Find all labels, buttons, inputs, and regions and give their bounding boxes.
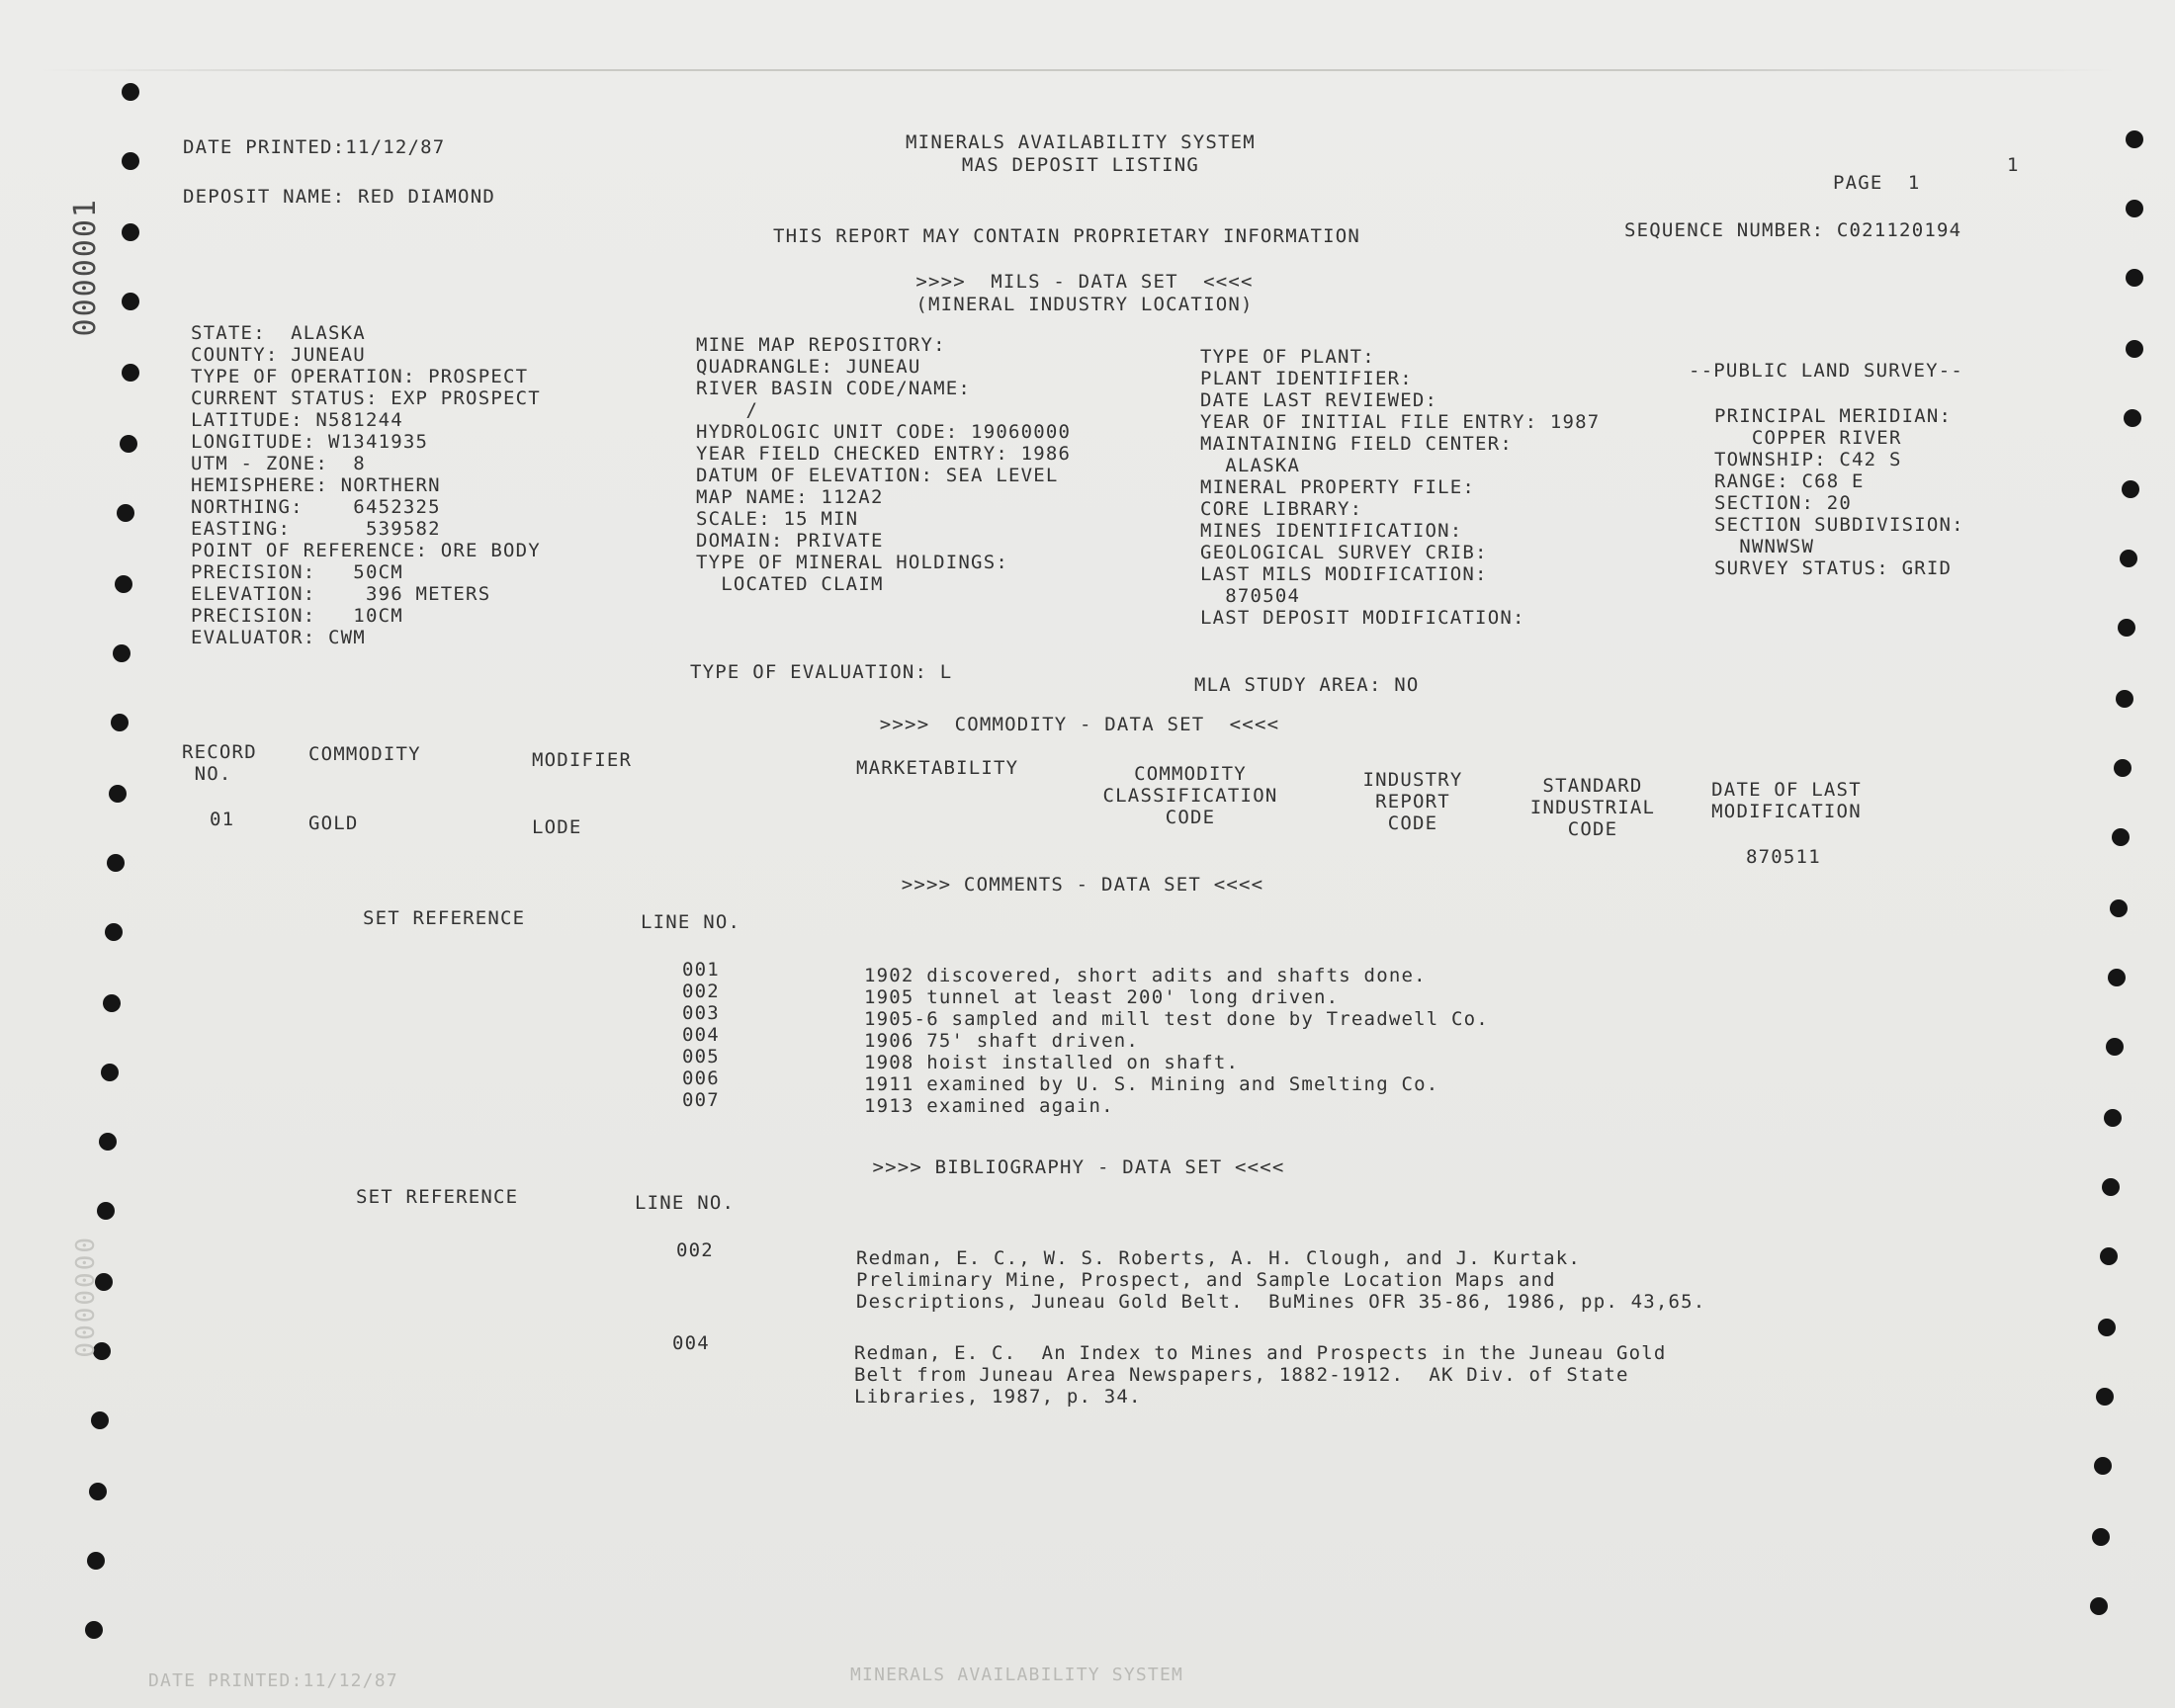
- field-line: TYPE OF OPERATION: PROSPECT: [191, 366, 529, 387]
- stamped-number-mark: 0000001: [68, 198, 103, 337]
- field-line: EVALUATOR: CWM: [191, 627, 366, 648]
- field-line: TYPE OF PLANT:: [1200, 346, 1375, 368]
- field-line: LATITUDE: N581244: [191, 409, 403, 431]
- comments-text: [864, 965, 1489, 1117]
- field-line: PRECISION: 10CM: [191, 605, 403, 627]
- line-number: 002: [682, 981, 720, 1002]
- feed-hole: [120, 435, 137, 453]
- field-line: COPPER RIVER: [1714, 427, 1902, 449]
- field-line: PLANT IDENTIFIER:: [1200, 368, 1413, 389]
- field-line: ALASKA: [1200, 455, 1301, 476]
- feed-hole: [113, 644, 130, 662]
- type-of-evaluation: TYPE OF EVALUATION: L: [690, 661, 953, 683]
- feed-hole: [2104, 1109, 2122, 1127]
- feed-hole: [2100, 1247, 2118, 1265]
- mils-column-survey: [1714, 405, 1964, 579]
- feed-hole: [2116, 690, 2133, 708]
- bibliography-entry: Redman, E. C., W. S. Roberts, A. H. Clough, and J. Kurtak. Preliminary Mine, Prospect, and Sample Location Maps and Descriptions, Juneau Gold Belt. BuMines OFR 35-86, 1986, pp. 43,65.: [856, 1247, 1706, 1313]
- feed-hole: [122, 223, 139, 241]
- comment-line: 1902 discovered, short adits and shafts done.: [864, 965, 1427, 986]
- line-number: 006: [682, 1068, 720, 1089]
- field-line: EASTING: 539582: [191, 518, 441, 540]
- field-line: CURRENT STATUS: EXP PROSPECT: [191, 387, 541, 409]
- feed-hole: [2118, 619, 2135, 637]
- col-record-no: RECORD NO.: [182, 741, 257, 785]
- cell-modifier: LODE: [532, 816, 582, 838]
- col-marketability: MARKETABILITY: [856, 757, 1019, 779]
- comments-line-no-header: LINE NO.: [641, 911, 741, 933]
- field-line: RIVER BASIN CODE/NAME:: [696, 378, 972, 399]
- field-line: TYPE OF MINERAL HOLDINGS:: [696, 552, 1008, 573]
- bibliography-line-number: 004: [672, 1332, 710, 1354]
- feed-hole: [117, 504, 134, 522]
- feed-hole: [101, 1064, 119, 1081]
- line-number: 001: [682, 959, 720, 981]
- feed-hole: [122, 83, 139, 101]
- feed-hole: [109, 785, 127, 803]
- field-line: SECTION: 20: [1714, 492, 1853, 514]
- line-number: 007: [682, 1089, 720, 1111]
- feed-hole: [2110, 899, 2128, 917]
- bibliography-line-no-header: LINE NO.: [635, 1192, 736, 1214]
- sequence-number: SEQUENCE NUMBER: C021120194: [1624, 219, 1962, 241]
- field-line: QUADRANGLE: JUNEAU: [696, 356, 921, 378]
- feed-hole: [2126, 340, 2143, 358]
- line-number: 005: [682, 1046, 720, 1068]
- mils-column-admin: [1200, 346, 1600, 629]
- footer-date-printed: DATE PRINTED:11/12/87: [148, 1670, 398, 1691]
- col-industry-report: INDUSTRY REPORT CODE: [1362, 769, 1463, 834]
- field-line: ELEVATION: 396 METERS: [191, 583, 491, 605]
- field-line: DATE LAST REVIEWED:: [1200, 389, 1438, 411]
- field-line: LAST DEPOSIT MODIFICATION:: [1200, 607, 1525, 629]
- cell-date-mod: 870511: [1746, 846, 1821, 868]
- date-printed: DATE PRINTED:11/12/87: [183, 136, 446, 158]
- field-line: 870504: [1200, 585, 1301, 607]
- field-line: NWNWSW: [1714, 536, 1815, 557]
- comment-line: 1913 examined again.: [864, 1095, 1114, 1117]
- field-line: HYDROLOGIC UNIT CODE: 19060000: [696, 421, 1072, 443]
- feed-hole: [2098, 1319, 2116, 1336]
- field-line: UTM - ZONE: 8: [191, 453, 366, 474]
- field-line: NORTHING: 6452325: [191, 496, 441, 518]
- deposit-name: DEPOSIT NAME: RED DIAMOND: [183, 186, 495, 208]
- col-commodity: COMMODITY: [308, 743, 421, 765]
- comment-line: 1908 hoist installed on shaft.: [864, 1052, 1240, 1073]
- field-line: MINES IDENTIFICATION:: [1200, 520, 1463, 542]
- bibliography-line-number: 002: [676, 1239, 714, 1261]
- field-line: CORE LIBRARY:: [1200, 498, 1363, 520]
- comment-line: 1905 tunnel at least 200' long driven.: [864, 986, 1340, 1008]
- feed-hole: [2126, 269, 2143, 287]
- field-line: PRECISION: 50CM: [191, 561, 403, 583]
- feed-hole: [85, 1621, 103, 1639]
- feed-hole: [122, 152, 139, 170]
- feed-hole: [2122, 480, 2139, 498]
- field-line: MAINTAINING FIELD CENTER:: [1200, 433, 1513, 455]
- feed-hole: [122, 364, 139, 382]
- feed-hole: [2096, 1388, 2114, 1406]
- feed-hole: [2114, 759, 2132, 777]
- feed-hole: [2108, 969, 2126, 986]
- field-line: MAP NAME: 112A2: [696, 486, 884, 508]
- field-line: YEAR FIELD CHECKED ENTRY: 1986: [696, 443, 1072, 465]
- feed-hole: [111, 714, 129, 731]
- field-line: HEMISPHERE: NORTHERN: [191, 474, 441, 496]
- field-line: MINE MAP REPOSITORY:: [696, 334, 946, 356]
- col-modifier: MODIFIER: [532, 749, 633, 771]
- field-line: TOWNSHIP: C42 S: [1714, 449, 1902, 470]
- commodity-heading: >>>> COMMODITY - DATA SET <<<<: [879, 714, 1280, 735]
- col-standard-industrial: STANDARD INDUSTRIAL CODE: [1529, 775, 1656, 840]
- cell-commodity: GOLD: [308, 812, 359, 834]
- proprietary-notice: THIS REPORT MAY CONTAIN PROPRIETARY INFORMATION: [773, 225, 1361, 247]
- feed-hole: [89, 1483, 107, 1500]
- field-line: /: [696, 399, 759, 421]
- page-label: PAGE 1: [1833, 172, 1921, 194]
- page-corner-number: 1: [2007, 154, 2020, 176]
- comment-line: 1911 examined by U. S. Mining and Smelting Co.: [864, 1073, 1439, 1095]
- cell-record-no: 01: [210, 809, 235, 830]
- feed-hole: [87, 1552, 105, 1570]
- feed-hole: [107, 854, 125, 872]
- field-line: SECTION SUBDIVISION:: [1714, 514, 1964, 536]
- system-title: MINERALS AVAILABILITY SYSTEM: [906, 131, 1256, 153]
- mils-subheading: (MINERAL INDUSTRY LOCATION): [915, 294, 1254, 315]
- field-line: DOMAIN: PRIVATE: [696, 530, 884, 552]
- col-classification: COMMODITY CLASSIFICATION CODE: [1102, 763, 1278, 828]
- comment-line: 1906 75' shaft driven.: [864, 1030, 1140, 1052]
- bibliography-set-reference-header: SET REFERENCE: [356, 1186, 519, 1208]
- col-date-last-mod: DATE OF LAST MODIFICATION: [1711, 779, 1862, 822]
- feed-hole: [2106, 1038, 2124, 1056]
- comments-line-numbers: [682, 959, 720, 1111]
- feed-hole: [99, 1133, 117, 1151]
- public-land-survey-heading: --PUBLIC LAND SURVEY--: [1689, 360, 1964, 382]
- field-line: COUNTY: JUNEAU: [191, 344, 366, 366]
- field-line: SCALE: 15 MIN: [696, 508, 859, 530]
- footer-system-title: MINERALS AVAILABILITY SYSTEM: [850, 1665, 1184, 1685]
- line-number: 003: [682, 1002, 720, 1024]
- faint-stamped-mark: 0000000: [71, 1236, 101, 1358]
- field-line: POINT OF REFERENCE: ORE BODY: [191, 540, 541, 561]
- feed-hole: [103, 994, 121, 1012]
- field-line: LONGITUDE: W1341935: [191, 431, 429, 453]
- field-line: MINERAL PROPERTY FILE:: [1200, 476, 1476, 498]
- field-line: YEAR OF INITIAL FILE ENTRY: 1987: [1200, 411, 1601, 433]
- mils-heading: >>>> MILS - DATA SET <<<<: [915, 271, 1254, 293]
- feed-hole: [105, 923, 123, 941]
- feed-hole: [2120, 550, 2137, 567]
- field-line: LOCATED CLAIM: [696, 573, 884, 595]
- feed-hole: [97, 1202, 115, 1220]
- feed-hole: [2124, 409, 2141, 427]
- bibliography-heading: >>>> BIBLIOGRAPHY - DATA SET <<<<: [872, 1156, 1285, 1178]
- mla-study-area: MLA STUDY AREA: NO: [1194, 674, 1420, 696]
- field-line: DATUM OF ELEVATION: SEA LEVEL: [696, 465, 1059, 486]
- comment-line: 1905-6 sampled and mill test done by Treadwell Co.: [864, 1008, 1489, 1030]
- field-line: SURVEY STATUS: GRID: [1714, 557, 1953, 579]
- field-line: RANGE: C68 E: [1714, 470, 1865, 492]
- listing-title: MAS DEPOSIT LISTING: [961, 154, 1200, 176]
- feed-hole: [2102, 1178, 2120, 1196]
- feed-hole: [115, 575, 132, 593]
- feed-hole: [2126, 200, 2143, 217]
- mils-column-map: [696, 334, 1071, 595]
- feed-hole: [2112, 828, 2130, 846]
- paper-top-edge: [40, 69, 2116, 71]
- feed-hole: [2126, 130, 2143, 148]
- field-line: STATE: ALASKA: [191, 322, 366, 344]
- feed-hole: [91, 1411, 109, 1429]
- feed-hole: [122, 293, 139, 310]
- field-line: GEOLOGICAL SURVEY CRIB:: [1200, 542, 1488, 563]
- feed-hole: [2094, 1457, 2112, 1475]
- field-line: PRINCIPAL MERIDIAN:: [1714, 405, 1953, 427]
- field-line: LAST MILS MODIFICATION:: [1200, 563, 1488, 585]
- feed-hole: [2092, 1528, 2110, 1546]
- feed-hole: [2090, 1597, 2108, 1615]
- comments-set-reference-header: SET REFERENCE: [363, 907, 526, 929]
- bibliography-entry: Redman, E. C. An Index to Mines and Prospects in the Juneau Gold Belt from Juneau Area Newspapers, 1882-1912. AK Div. of State Libraries, 1987, p. 34.: [854, 1342, 1667, 1408]
- comments-heading: >>>> COMMENTS - DATA SET <<<<: [901, 874, 1264, 896]
- line-number: 004: [682, 1024, 720, 1046]
- mils-column-location: [191, 322, 541, 648]
